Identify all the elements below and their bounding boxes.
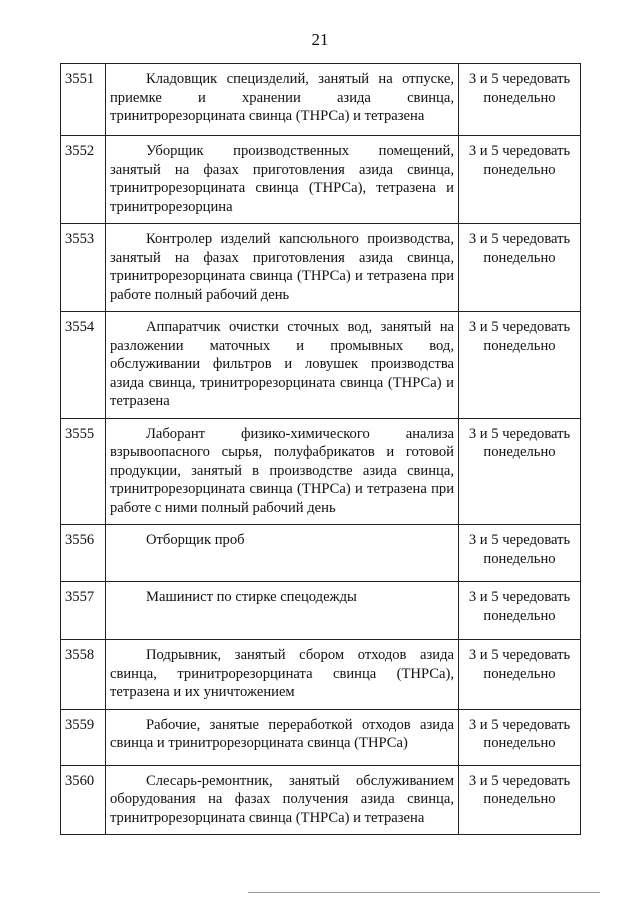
row-note bbox=[459, 709, 581, 765]
table-row bbox=[61, 64, 581, 136]
row-description: Машинист по стирке спецодежды bbox=[106, 582, 459, 640]
row-description: Уборщик производственных помещений, занятый на фазах приготовления азида свинца, тринитрорезорцината свинца (ТНРСа), тетразена и тринитрорезорцина bbox=[106, 136, 459, 224]
row-number: 3556 bbox=[61, 525, 106, 582]
row-note-line-2: понедельно bbox=[483, 791, 556, 807]
row-note-line-2: понедельно bbox=[483, 89, 556, 106]
table-row bbox=[61, 709, 581, 765]
row-note-line-1: 3 и 5 чередовать bbox=[468, 589, 571, 605]
table-body bbox=[61, 64, 581, 835]
table-row bbox=[61, 224, 581, 312]
row-note-line-1: 3 и 5 чередовать bbox=[468, 231, 571, 247]
row-description: Подрывник, занятый сбором отходов азида свинца, тринитрорезорцината свинца (ТНРСа), тетразена и их уничтожением bbox=[106, 640, 459, 710]
row-note-line-2: понедельно bbox=[483, 337, 556, 354]
row-note-line-2: понедельно bbox=[483, 444, 556, 460]
row-note-line-2: понедельно bbox=[483, 550, 556, 567]
table-row bbox=[61, 640, 581, 710]
row-number: 3554 bbox=[61, 312, 106, 419]
row-description: Рабочие, занятые переработкой отходов азида свинца и тринитрорезорцината свинца (ТНРСа) bbox=[106, 709, 459, 765]
row-note-line-2: понедельно bbox=[483, 249, 556, 266]
row-note bbox=[459, 525, 581, 582]
row-note bbox=[459, 224, 581, 312]
table-row bbox=[61, 312, 581, 419]
row-note bbox=[459, 64, 581, 136]
table-row bbox=[61, 418, 581, 525]
document-table bbox=[60, 63, 581, 835]
row-number: 3551 bbox=[61, 64, 106, 136]
row-note-line-2: понедельно bbox=[483, 607, 556, 624]
row-note-line-1: 3 и 5 чередовать bbox=[468, 71, 571, 87]
row-note-line-1: 3 и 5 чередовать bbox=[468, 143, 571, 159]
row-note-line-2: понедельно bbox=[483, 161, 556, 178]
row-number: 3553 bbox=[61, 224, 106, 312]
row-note-line-1: 3 и 5 чередовать bbox=[468, 772, 571, 789]
row-number: 3559 bbox=[61, 709, 106, 765]
row-description: Отборщик проб bbox=[106, 525, 459, 582]
row-number: 3560 bbox=[61, 765, 106, 835]
table-row bbox=[61, 765, 581, 835]
row-description: Слесарь-ремонтник, занятый обслуживанием оборудования на фазах получения азида свинца, тринитрорезорцината свинца (ТНРСа) и тетразена bbox=[106, 765, 459, 835]
table-row bbox=[61, 525, 581, 582]
row-description: Контролер изделий капсюльного производства, занятый на фазах приготовления азида свинца, тринитрорезорцината свинца (ТНРСа) и тетразена при работе полный рабочий день bbox=[106, 224, 459, 312]
row-note-line-1: 3 и 5 чередовать bbox=[468, 716, 571, 733]
row-note-line-1: 3 и 5 чередовать bbox=[468, 425, 571, 442]
row-note-line-1: 3 и 5 чередовать bbox=[468, 647, 571, 663]
bottom-rule bbox=[248, 892, 600, 893]
table-row bbox=[61, 582, 581, 640]
row-description: Аппаратчик очистки сточных вод, занятый на разложении маточных и промывных вод, обслуживании фильтров и ловушек производства азида свинца, тринитрорезорцината свинца (ТНРСа) и тетразена bbox=[106, 312, 459, 419]
row-description: Кладовщик специзделий, занятый на отпуске, приемке и хранении азида свинца, тринитрорезорцината свинца (ТНРСа) и тетразена bbox=[106, 64, 459, 136]
row-number: 3557 bbox=[61, 582, 106, 640]
row-number: 3558 bbox=[61, 640, 106, 710]
row-number: 3552 bbox=[61, 136, 106, 224]
table-row bbox=[61, 136, 581, 224]
row-note bbox=[459, 582, 581, 640]
row-note bbox=[459, 312, 581, 419]
row-number: 3555 bbox=[61, 418, 106, 525]
row-note bbox=[459, 136, 581, 224]
row-note-line-2: понедельно bbox=[483, 735, 556, 751]
row-note-line-2: понедельно bbox=[483, 665, 556, 682]
row-description: Лаборант физико-химического анализа взрывоопасного сырья, полуфабрикатов и готовой продукции, занятый в производстве азида свинца, тринитрорезорцината свинца (ТНРСа) и тетразена при работе с ними полный рабочий день bbox=[106, 418, 459, 525]
row-note-line-1: 3 и 5 чередовать bbox=[468, 532, 571, 548]
row-note bbox=[459, 765, 581, 835]
row-note-line-1: 3 и 5 чередовать bbox=[468, 319, 571, 335]
row-note bbox=[459, 640, 581, 710]
row-note bbox=[459, 418, 581, 525]
page-number: 21 bbox=[311, 30, 329, 49]
